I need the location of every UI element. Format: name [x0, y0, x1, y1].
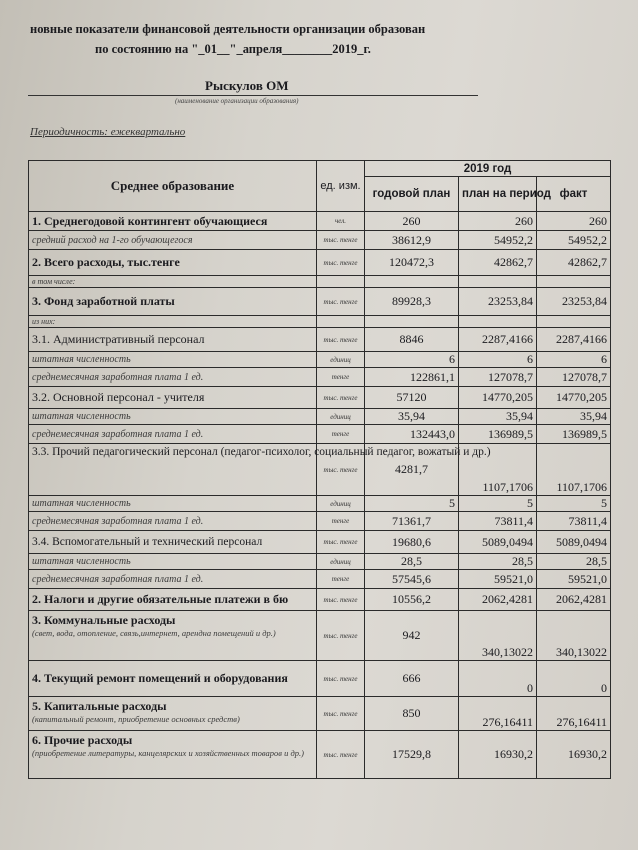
table-row — [29, 250, 611, 276]
row-plan: 35,94 — [365, 409, 459, 425]
row-period: 14770,205 — [459, 387, 537, 409]
row-plan: 120472,3 — [365, 250, 459, 276]
row-unit: тыс. тенге — [317, 531, 365, 554]
row-plan: 57545,6 — [365, 570, 459, 589]
row-period: 2287,4166 — [459, 328, 537, 352]
table-row — [29, 661, 611, 697]
row-plan: 6 — [365, 352, 459, 368]
table-row — [29, 231, 611, 250]
row-unit: тыс. тенге — [317, 661, 365, 697]
row-period: 0 — [459, 661, 537, 697]
table-row — [29, 328, 611, 352]
row-fact: 35,94 — [537, 409, 611, 425]
report-date: по состоянию на "_01__"_апреля________2019_г. — [95, 42, 371, 56]
row-period: 54952,2 — [459, 231, 537, 250]
row-plan: 17529,8 — [365, 731, 459, 779]
row-plan: 132443,0 — [365, 425, 459, 444]
row-plan — [365, 316, 459, 328]
row-period: 127078,7 — [459, 368, 537, 387]
row-unit: тенге — [317, 512, 365, 531]
row-label: в том числе: — [29, 276, 317, 288]
row-fact: 127078,7 — [537, 368, 611, 387]
row-label: 2. Налоги и другие обязательные платежи в бю — [29, 589, 317, 611]
row-label: 4. Текущий ремонт помещений и оборудования — [29, 661, 317, 697]
table-row — [29, 531, 611, 554]
periodicity: Периодичность: ежеквартально — [30, 126, 186, 138]
table-row — [29, 697, 611, 731]
row-plan: 260 — [365, 212, 459, 231]
row-period: 5 — [459, 496, 537, 512]
row-fact: 260 — [537, 212, 611, 231]
row-period: 6 — [459, 352, 537, 368]
row-label: 3.2. Основной персонал - учителя — [29, 387, 317, 409]
row-fact: 23253,84 — [537, 288, 611, 316]
row-period: 340,13022 — [459, 611, 537, 661]
table-row — [29, 611, 611, 661]
row-plan: 122861,1 — [365, 368, 459, 387]
table-row — [29, 512, 611, 531]
row-fact: 14770,205 — [537, 387, 611, 409]
row-plan: 8846 — [365, 328, 459, 352]
row-fact: 1107,1706 — [537, 444, 611, 496]
table-row — [29, 589, 611, 611]
table-row — [29, 496, 611, 512]
row-plan: 28,5 — [365, 554, 459, 570]
row-plan: 850 — [365, 697, 459, 731]
row-label: штатная численность — [29, 496, 317, 512]
row-fact: 54952,2 — [537, 231, 611, 250]
row-period: 23253,84 — [459, 288, 537, 316]
row-plan: 4281,7 — [365, 444, 459, 496]
row-plan: 942 — [365, 611, 459, 661]
table-row — [29, 731, 611, 779]
row-label: среднемесячная заработная плата 1 ед. — [29, 512, 317, 531]
row-label: 6. Прочие расходы — [32, 733, 133, 747]
row-plan: 666 — [365, 661, 459, 697]
row-unit: тыс. тенге — [317, 231, 365, 250]
row-period: 1107,1706 — [459, 444, 537, 496]
row-fact: 136989,5 — [537, 425, 611, 444]
row-plan: 10556,2 — [365, 589, 459, 611]
row-label: 3. Коммунальные расходы — [32, 613, 176, 627]
row-unit: тыс. тенге — [317, 288, 365, 316]
col-header-name: Среднее образование — [29, 161, 317, 212]
organization-name: Рыскулов ОМ — [205, 78, 289, 93]
row-period: 276,16411 — [459, 697, 537, 731]
row-plan: 5 — [365, 496, 459, 512]
row-fact: 28,5 — [537, 554, 611, 570]
col-header-plan: годовой план — [365, 177, 459, 212]
row-unit: единиц — [317, 554, 365, 570]
row-note: (приобретение литературы, канцелярских и хозяйственных товаров и др.) — [32, 748, 304, 758]
row-period: 42862,7 — [459, 250, 537, 276]
row-label-cell — [29, 697, 317, 731]
row-label: штатная численность — [29, 409, 317, 425]
row-unit: тыс. тенге — [317, 387, 365, 409]
row-plan: 19680,6 — [365, 531, 459, 554]
row-label: среднемесячная заработная плата 1 ед. — [29, 425, 317, 444]
table-row — [29, 212, 611, 231]
row-fact: 340,13022 — [537, 611, 611, 661]
row-label: среднемесячная заработная плата 1 ед. — [29, 570, 317, 589]
row-label: 5. Капитальные расходы — [32, 699, 167, 713]
col-header-fact: факт — [537, 177, 611, 212]
table-row — [29, 425, 611, 444]
row-label-cell — [29, 611, 317, 661]
row-unit — [317, 276, 365, 288]
row-unit: тыс. тенге — [317, 328, 365, 352]
row-label: 3.4. Вспомогательный и технический персонал — [29, 531, 317, 554]
row-unit: тенге — [317, 368, 365, 387]
row-plan: 38612,9 — [365, 231, 459, 250]
row-unit — [317, 316, 365, 328]
finance-table — [28, 160, 611, 779]
table-row — [29, 352, 611, 368]
row-period: 260 — [459, 212, 537, 231]
row-period — [459, 276, 537, 288]
row-unit: тыс. тенге — [317, 589, 365, 611]
col-header-year: 2019 год — [365, 161, 611, 177]
row-label: 3.3. Прочий педагогический персонал (педагог-психолог, социальный педагог, вожатый и др.) — [29, 444, 317, 496]
row-fact: 73811,4 — [537, 512, 611, 531]
row-unit: тыс. тенге — [317, 611, 365, 661]
table-row — [29, 387, 611, 409]
row-label: средний расход на 1-го обучающегося — [29, 231, 317, 250]
table-row — [29, 444, 611, 496]
table-row — [29, 409, 611, 425]
row-label: среднемесячная заработная плата 1 ед. — [29, 368, 317, 387]
row-fact: 42862,7 — [537, 250, 611, 276]
table-row — [29, 570, 611, 589]
row-period — [459, 316, 537, 328]
table-row — [29, 554, 611, 570]
table-row — [29, 288, 611, 316]
organization-underline — [28, 95, 478, 96]
row-unit: тыс. тенге — [317, 444, 365, 496]
row-unit: единиц — [317, 409, 365, 425]
row-period: 5089,0494 — [459, 531, 537, 554]
row-unit: единиц — [317, 352, 365, 368]
row-label: штатная численность — [29, 352, 317, 368]
row-label: 1. Среднегодовой контингент обучающиеся — [29, 212, 317, 231]
table-row — [29, 368, 611, 387]
row-fact: 59521,0 — [537, 570, 611, 589]
row-fact — [537, 316, 611, 328]
row-unit: тенге — [317, 570, 365, 589]
report-title: новные показатели финансовой деятельности организации образован — [30, 22, 426, 36]
row-fact: 5 — [537, 496, 611, 512]
row-fact: 5089,0494 — [537, 531, 611, 554]
row-fact: 16930,2 — [537, 731, 611, 779]
row-period: 16930,2 — [459, 731, 537, 779]
row-fact — [537, 276, 611, 288]
row-note: (свет, вода, отопление, связь,интернет, арендна помещений и др.) — [32, 628, 276, 638]
row-unit: тенге — [317, 425, 365, 444]
row-period: 136989,5 — [459, 425, 537, 444]
row-period: 59521,0 — [459, 570, 537, 589]
row-plan: 57120 — [365, 387, 459, 409]
row-label: штатная численность — [29, 554, 317, 570]
row-period: 35,94 — [459, 409, 537, 425]
row-fact: 276,16411 — [537, 697, 611, 731]
row-label: из них: — [29, 316, 317, 328]
organization-caption: (наименование организации образования) — [175, 97, 299, 105]
row-unit: тыс. тенге — [317, 250, 365, 276]
table-row — [29, 316, 611, 328]
row-period: 73811,4 — [459, 512, 537, 531]
row-note: (капитальный ремонт, приобретение основных средств) — [32, 714, 240, 724]
row-label: 3. Фонд заработной платы — [29, 288, 317, 316]
row-period: 28,5 — [459, 554, 537, 570]
row-fact: 2062,4281 — [537, 589, 611, 611]
row-unit: чел. — [317, 212, 365, 231]
row-fact: 0 — [537, 661, 611, 697]
row-unit: тыс. тенге — [317, 731, 365, 779]
table-row — [29, 276, 611, 288]
row-plan: 71361,7 — [365, 512, 459, 531]
col-header-unit: ед. изм. — [317, 161, 365, 212]
row-label: 3.1. Административный персонал — [29, 328, 317, 352]
row-plan — [365, 276, 459, 288]
col-header-period: план на период — [459, 177, 537, 212]
row-period: 2062,4281 — [459, 589, 537, 611]
row-fact: 6 — [537, 352, 611, 368]
row-plan: 89928,3 — [365, 288, 459, 316]
row-unit: единиц — [317, 496, 365, 512]
row-label-cell — [29, 731, 317, 779]
row-unit: тыс. тенге — [317, 697, 365, 731]
row-label: 2. Всего расходы, тыс.тенге — [29, 250, 317, 276]
row-fact: 2287,4166 — [537, 328, 611, 352]
